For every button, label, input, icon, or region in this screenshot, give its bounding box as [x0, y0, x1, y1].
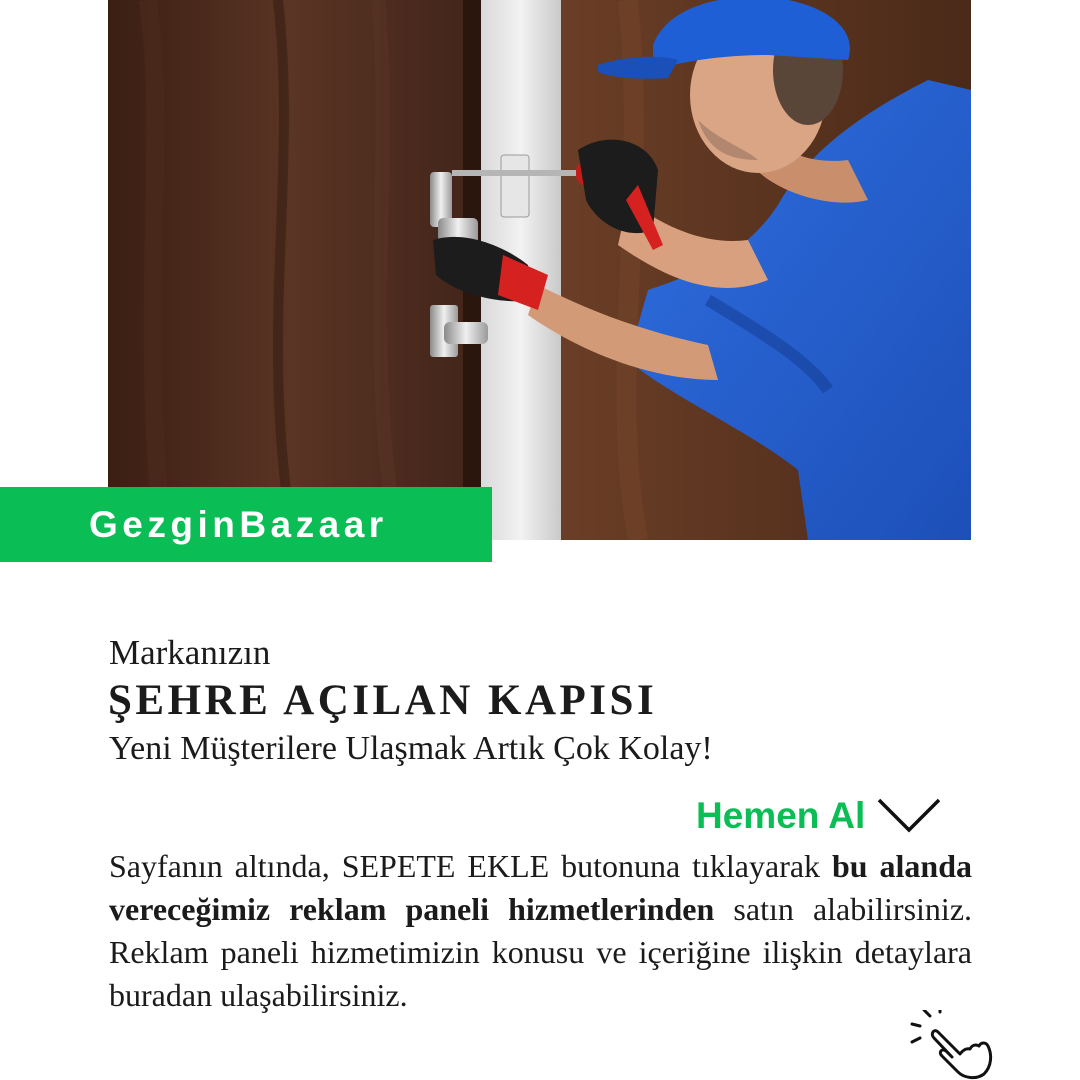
brand-name: GezginBazaar [89, 503, 388, 545]
body-text-part2: satın alabilirsiniz. Reklam paneli hizmetimizin konusu ve içeriğine ilişkin detaylara buradan ulaşabilirsiniz. [109, 891, 973, 1013]
body-text-bold: bu alanda vereceğimiz reklam paneli hizmetlerinden [109, 848, 973, 927]
hero-image [108, 0, 971, 540]
body-text [109, 845, 972, 1017]
headline: ŞEHRE AÇILAN KAPISI [108, 677, 658, 724]
buy-now-link[interactable] [696, 792, 941, 840]
subheadline: Yeni Müşterilere Ulaşmak Artık Çok Kolay! [109, 730, 713, 767]
buy-now-label: Hemen Al [696, 795, 866, 836]
brand-banner [0, 487, 492, 562]
pointing-hand-click-icon [908, 1010, 998, 1080]
intro-text: Markanızın [109, 633, 271, 672]
chevron-down-icon [877, 796, 941, 836]
body-text-part1: Sayfanın altında, SEPETE EKLE butonuna tıklayarak [109, 848, 821, 884]
